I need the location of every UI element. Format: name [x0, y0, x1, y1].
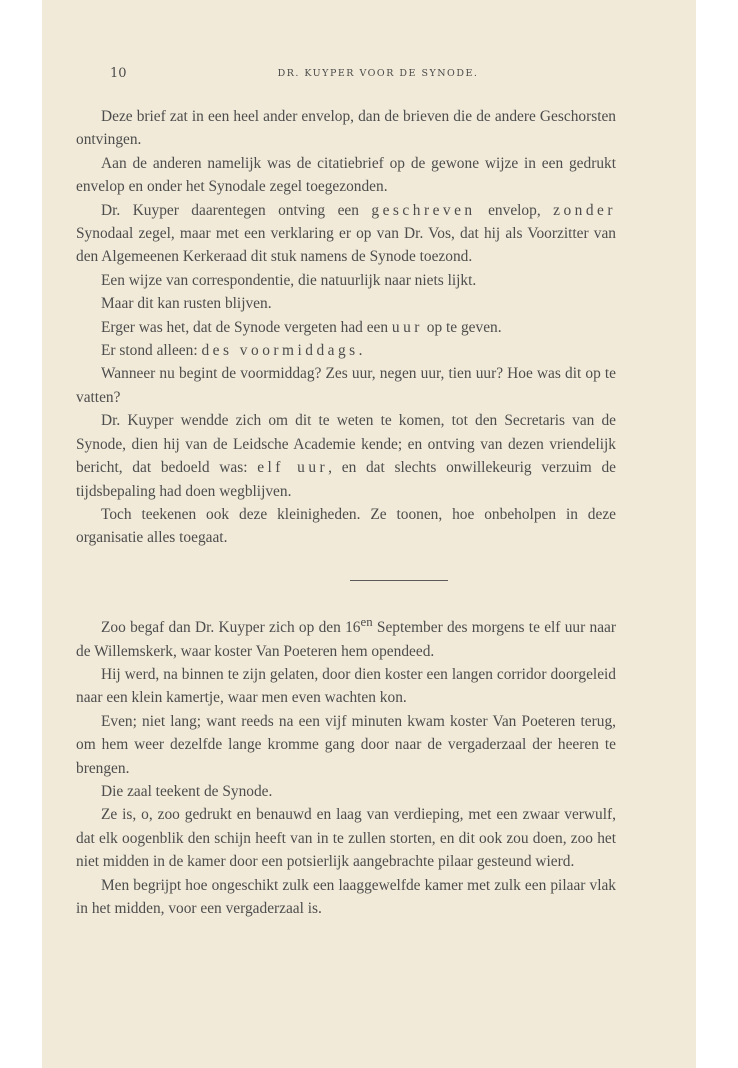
- emphasis-spaced: elf uur: [257, 459, 329, 477]
- emphasis-spaced: zonder: [553, 201, 616, 219]
- paragraph: Toch teekenen ook deze kleinigheden. Ze toonen, hoe onbeholpen in deze organisatie alles toegaat.: [76, 505, 616, 547]
- body-text-section-two: [76, 611, 616, 920]
- paragraph: Een wijze van correspondentie, die natuurlijk naar niets lijkt.: [101, 271, 477, 289]
- paragraph: Dr. Kuyper wendde zich om dit te weten te komen, tot den Secretaris van de Synode, dien hij van de Leidsche Academie kende; en ontving van dezen vriendelijk bericht, dat bedoeld was: elf uur, en dat slechts onwillekeurig verzuim de tijdsbepaling had doen wegblijven.: [76, 412, 616, 500]
- page-number: 10: [110, 66, 127, 81]
- paragraph: Dr. Kuyper daarentegen ontving een geschreven envelop, zonder Synodaal zegel, maar met een verklaring er op van Dr. Vos, dat hij als Voorzitter van den Algemeenen Kerkeraad dit stuk namens de Synode toezond.: [76, 201, 616, 266]
- paragraph: Er stond alleen: des voormiddags.: [101, 342, 363, 360]
- body-text-section-one: [76, 105, 616, 550]
- paragraph: Die zaal teekent de Synode.: [101, 782, 273, 800]
- paragraph: Deze brief zat in een heel ander envelop, dan de brieven die de andere Geschorsten ontvingen.: [76, 108, 616, 149]
- paragraph: Wanneer nu begint de voormiddag? Zes uur, negen uur, tien uur? Hoe was dit op te vatten?: [76, 365, 616, 406]
- paragraph: Ze is, o, zoo gedrukt en benauwd en laag van verdieping, met een zwaar verwulf, dat elk oogenblik den schijn heeft van in te zullen storten, en dit ook zou doen, zoo het niet midden in de kamer door een potsierlijk aangebrachte pilaar gesteund wierd.: [76, 806, 616, 871]
- section-divider: [350, 580, 448, 581]
- paragraph: Erger was het, dat de Synode vergeten had een uur op te geven.: [101, 318, 502, 336]
- paragraph: Hij werd, na binnen te zijn gelaten, door dien koster een langen corridor doorgeleid naar een klein kamertje, waar men even wachten kon.: [76, 665, 616, 707]
- emphasis-spaced: geschreven: [371, 201, 476, 219]
- paragraph: Zoo begaf dan Dr. Kuyper zich op den $16^{en}$ September des morgens te elf uur naar de Willemskerk, waar koster Van Poeteren hem opendeed.: [76, 615, 616, 660]
- running-head: DR. KUYPER VOOR DE SYNODE.: [277, 68, 479, 79]
- paragraph: Even; niet lang; want reeds na een vijf minuten kwam koster Van Poeteren terug, om hem weer dezelfde lange kromme gang door naar de vergaderzaal der heeren te brengen.: [76, 712, 616, 777]
- emphasis-spaced: des voormiddags: [201, 342, 359, 360]
- ordinal-superscript: en: [360, 615, 373, 629]
- paragraph: Aan de anderen namelijk was de citatiebrief op de gewone wijze in een gedrukt envelop en onder het Synodale zegel toegezonden.: [76, 154, 616, 196]
- page-header: [110, 66, 646, 82]
- paragraph: Maar dit kan rusten blijven.: [101, 295, 272, 313]
- paragraph: Men begrijpt hoe ongeschikt zulk een laaggewelfde kamer met zulk een pilaar vlak in het midden, voor een vergaderzaal is.: [76, 876, 616, 917]
- emphasis-spaced: uur: [391, 318, 423, 336]
